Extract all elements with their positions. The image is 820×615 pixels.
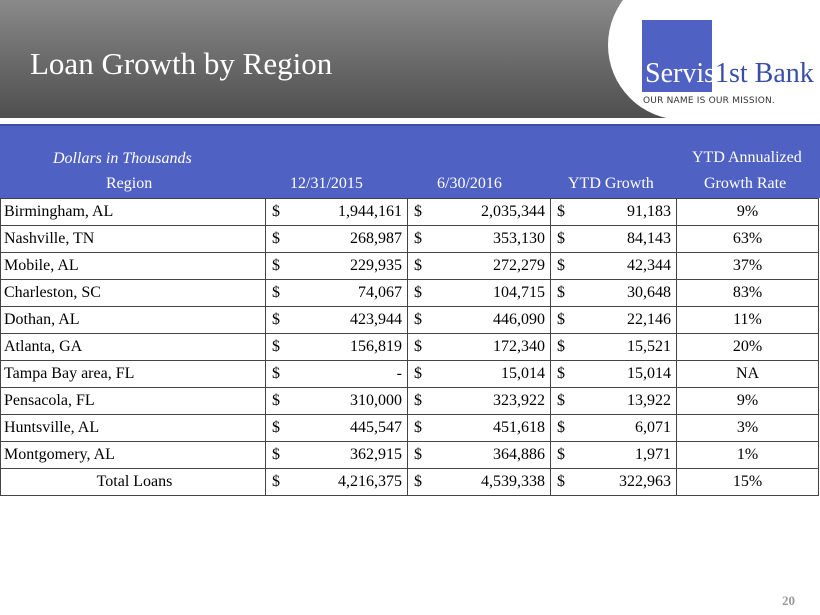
- growth-rate-cell: 1%: [677, 442, 819, 469]
- amount-value: 156,819: [350, 338, 402, 355]
- region-cell: Nashville, TN: [1, 226, 266, 253]
- currency-symbol: $: [557, 311, 565, 328]
- table-row: [1, 280, 819, 307]
- region-cell: Total Loans: [1, 469, 266, 496]
- currency-symbol: $: [272, 446, 280, 463]
- table-row: [1, 361, 819, 388]
- amount-value: 13,922: [627, 392, 671, 409]
- amount-value: 84,143: [627, 230, 671, 247]
- currency-symbol: $: [272, 311, 280, 328]
- amount-value: 445,547: [350, 419, 402, 436]
- page-number: 20: [782, 593, 795, 608]
- amount-value: 423,944: [350, 311, 402, 328]
- header-dec-2015: 12/31/2015: [290, 175, 363, 192]
- table-row: [1, 388, 819, 415]
- amount-cell: [551, 199, 677, 226]
- amount-value: 2,035,344: [481, 203, 545, 220]
- amount-value: 353,130: [493, 230, 545, 247]
- units-note: Dollars in Thousands: [53, 150, 192, 167]
- amount-value: 15,014: [627, 365, 671, 382]
- amount-cell: [551, 361, 677, 388]
- amount-cell: [408, 334, 551, 361]
- table-header: [0, 124, 820, 198]
- currency-symbol: $: [272, 392, 280, 409]
- growth-rate-cell: 37%: [677, 253, 819, 280]
- amount-cell: [551, 442, 677, 469]
- amount-cell: [408, 199, 551, 226]
- amount-value: 15,014: [501, 365, 545, 382]
- table-row: [1, 334, 819, 361]
- region-cell: Tampa Bay area, FL: [1, 361, 266, 388]
- amount-cell: [408, 361, 551, 388]
- loan-growth-table: [0, 124, 820, 496]
- currency-symbol: $: [414, 230, 422, 247]
- amount-cell: [551, 280, 677, 307]
- amount-cell: [408, 280, 551, 307]
- amount-value: 91,183: [627, 203, 671, 220]
- currency-symbol: $: [272, 257, 280, 274]
- amount-value: 322,963: [619, 473, 671, 490]
- amount-value: 362,915: [350, 446, 402, 463]
- amount-cell: [551, 388, 677, 415]
- table-row: [1, 253, 819, 280]
- amount-value: 1,971: [635, 446, 671, 463]
- currency-symbol: $: [557, 284, 565, 301]
- total-row: [1, 469, 819, 496]
- currency-symbol: $: [272, 230, 280, 247]
- amount-cell: [266, 415, 408, 442]
- amount-cell: [408, 415, 551, 442]
- amount-cell: [266, 307, 408, 334]
- growth-rate-cell: 11%: [677, 307, 819, 334]
- currency-symbol: $: [272, 284, 280, 301]
- amount-cell: [551, 415, 677, 442]
- growth-rate-cell: 3%: [677, 415, 819, 442]
- table-row: [1, 442, 819, 469]
- header-ytd-growth: YTD Growth: [568, 175, 654, 192]
- currency-symbol: $: [272, 203, 280, 220]
- page-title: Loan Growth by Region: [30, 46, 333, 81]
- table-row: [1, 226, 819, 253]
- region-cell: Charleston, SC: [1, 280, 266, 307]
- amount-value: 272,279: [493, 257, 545, 274]
- currency-symbol: $: [557, 473, 565, 490]
- growth-rate-cell: 63%: [677, 226, 819, 253]
- header-jun-2016: 6/30/2016: [437, 175, 502, 192]
- table-body: [1, 199, 819, 496]
- amount-cell: [266, 388, 408, 415]
- amount-cell: [408, 388, 551, 415]
- amount-cell: [266, 361, 408, 388]
- amount-cell: [551, 226, 677, 253]
- amount-value: 451,618: [493, 419, 545, 436]
- growth-rate-cell: 15%: [677, 469, 819, 496]
- data-table: [0, 198, 819, 496]
- currency-symbol: $: [414, 419, 422, 436]
- currency-symbol: $: [557, 446, 565, 463]
- logo-part2: 1st Bank: [715, 58, 814, 89]
- amount-value: 310,000: [350, 392, 402, 409]
- amount-value: 229,935: [350, 257, 402, 274]
- growth-rate-cell: 20%: [677, 334, 819, 361]
- amount-cell: [266, 199, 408, 226]
- growth-rate-cell: 9%: [677, 388, 819, 415]
- region-cell: Montgomery, AL: [1, 442, 266, 469]
- growth-rate-cell: 9%: [677, 199, 819, 226]
- amount-value: 6,071: [635, 419, 671, 436]
- amount-value: 446,090: [493, 311, 545, 328]
- currency-symbol: $: [272, 419, 280, 436]
- region-cell: Huntsville, AL: [1, 415, 266, 442]
- logo: [645, 58, 814, 90]
- amount-cell: [408, 307, 551, 334]
- region-cell: Dothan, AL: [1, 307, 266, 334]
- logo-part1: Servis: [645, 58, 715, 89]
- amount-cell: [266, 334, 408, 361]
- amount-value: 172,340: [493, 338, 545, 355]
- amount-cell: [551, 307, 677, 334]
- amount-cell: [266, 226, 408, 253]
- currency-symbol: $: [414, 446, 422, 463]
- currency-symbol: $: [414, 257, 422, 274]
- currency-symbol: $: [557, 257, 565, 274]
- currency-symbol: $: [414, 338, 422, 355]
- amount-cell: [408, 253, 551, 280]
- currency-symbol: $: [272, 473, 280, 490]
- amount-value: 15,521: [627, 338, 671, 355]
- amount-cell: [266, 253, 408, 280]
- region-cell: Mobile, AL: [1, 253, 266, 280]
- region-cell: Pensacola, FL: [1, 388, 266, 415]
- amount-value: 4,539,338: [481, 473, 545, 490]
- amount-value: 22,146: [627, 311, 671, 328]
- currency-symbol: $: [557, 419, 565, 436]
- currency-symbol: $: [414, 473, 422, 490]
- amount-value: -: [396, 365, 402, 382]
- currency-symbol: $: [557, 392, 565, 409]
- currency-symbol: $: [414, 203, 422, 220]
- currency-symbol: $: [557, 230, 565, 247]
- currency-symbol: $: [557, 203, 565, 220]
- amount-value: 364,886: [493, 446, 545, 463]
- amount-cell: [266, 442, 408, 469]
- amount-value: 30,648: [627, 284, 671, 301]
- currency-symbol: $: [414, 284, 422, 301]
- amount-cell: [408, 469, 551, 496]
- amount-cell: [266, 280, 408, 307]
- table-row: [1, 415, 819, 442]
- header-region: Region: [106, 175, 153, 192]
- table-row: [1, 199, 819, 226]
- amount-value: 323,922: [493, 392, 545, 409]
- amount-value: 268,987: [350, 230, 402, 247]
- amount-value: 4,216,375: [338, 473, 402, 490]
- header-annualized-line1: YTD Annualized: [692, 149, 802, 166]
- amount-cell: [408, 226, 551, 253]
- amount-cell: [551, 469, 677, 496]
- header-annualized-line2: Growth Rate: [704, 175, 787, 192]
- currency-symbol: $: [414, 392, 422, 409]
- growth-rate-cell: 83%: [677, 280, 819, 307]
- amount-cell: [266, 469, 408, 496]
- amount-value: 42,344: [627, 257, 671, 274]
- growth-rate-cell: NA: [677, 361, 819, 388]
- region-cell: Atlanta, GA: [1, 334, 266, 361]
- currency-symbol: $: [272, 365, 280, 382]
- currency-symbol: $: [557, 365, 565, 382]
- amount-cell: [551, 334, 677, 361]
- amount-cell: [551, 253, 677, 280]
- logo-tagline: OUR NAME IS OUR MISSION.: [643, 96, 775, 106]
- amount-value: 1,944,161: [338, 203, 402, 220]
- currency-symbol: $: [414, 311, 422, 328]
- amount-cell: [408, 442, 551, 469]
- region-cell: Birmingham, AL: [1, 199, 266, 226]
- amount-value: 74,067: [358, 284, 402, 301]
- currency-symbol: $: [557, 338, 565, 355]
- amount-value: 104,715: [493, 284, 545, 301]
- table-row: [1, 307, 819, 334]
- currency-symbol: $: [272, 338, 280, 355]
- currency-symbol: $: [414, 365, 422, 382]
